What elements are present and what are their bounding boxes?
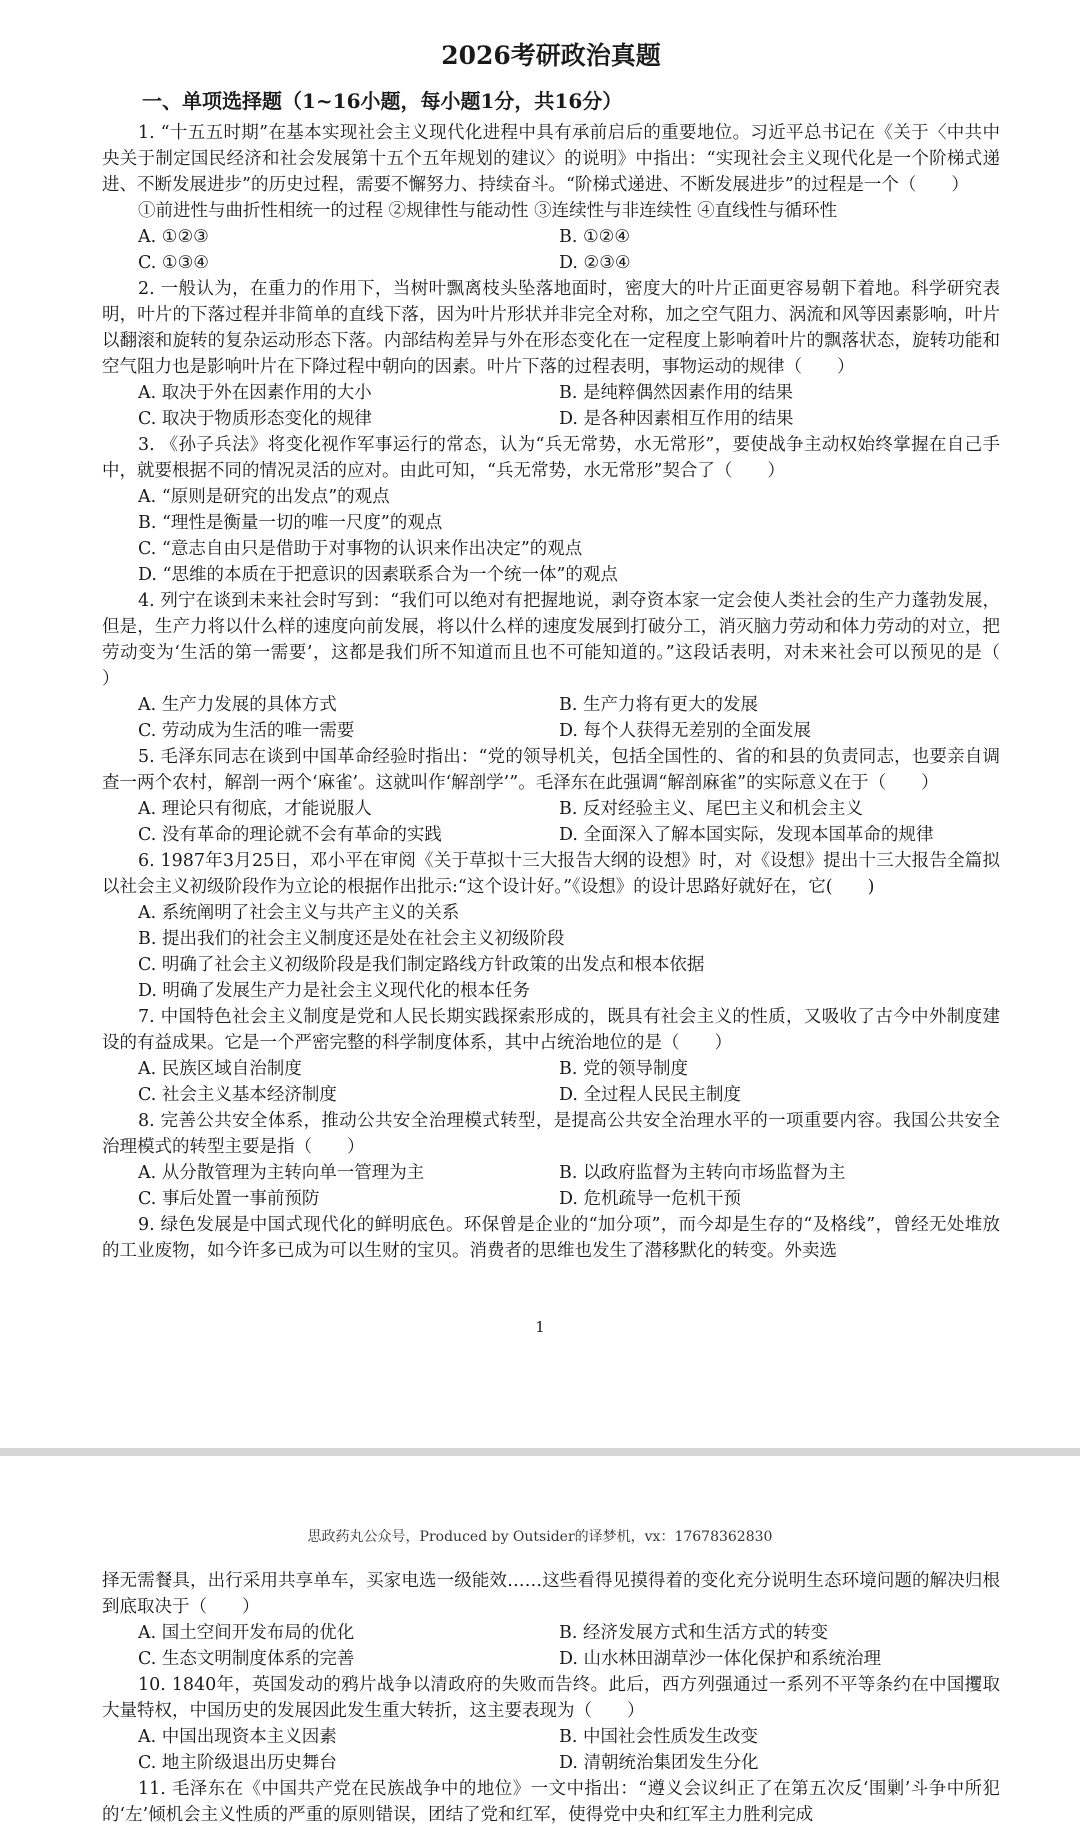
question-6-option-b: B. 提出我们的社会主义制度还是处在社会主义初级阶段	[138, 929, 565, 949]
question-6-option-d: D. 明确了发展生产力是社会主义现代化的根本任务	[138, 981, 531, 1001]
question-10-option-c: C. 地主阶级退出历史舞台	[138, 1753, 337, 1773]
question-9-option-a: A. 国土空间开发布局的优化	[138, 1623, 355, 1643]
question-2-option-b: B. 是纯粹偶然因素作用的结果	[559, 383, 793, 403]
question-6-option-c: C. 明确了社会主义初级阶段是我们制定路线方针政策的出发点和根本依据	[138, 955, 705, 975]
question-1-options-row-1	[102, 224, 1000, 250]
question-7-option-c: C. 社会主义基本经济制度	[138, 1085, 337, 1105]
question-8-options-row-1	[102, 1160, 1000, 1186]
question-9-option-b: B. 经济发展方式和生活方式的转变	[559, 1623, 828, 1643]
question-1-option-a: A. ①②③	[138, 227, 209, 247]
question-7-options-row-2	[102, 1082, 1000, 1108]
question-3-stem: 3. 《孙子兵法》将变化视作军事运行的常态，认为“兵无常势，水无常形”，要使战争主动权始终掌握在自己手中，就要根据不同的情况灵活的应对。由此可知，“兵无常势，水无常形”契合了（ ）	[102, 435, 1000, 481]
question-2-option-c: C. 取决于物质形态变化的规律	[138, 409, 372, 429]
question-7-option-a: A. 民族区域自治制度	[138, 1059, 302, 1079]
question-3-option-c: C. “意志自由只是借助于对事物的认识来作出决定”的观点	[138, 539, 583, 559]
question-3-option-a: A. “原则是研究的出发点”的观点	[138, 487, 390, 507]
question-8-option-a: A. 从分散管理为主转向单一管理为主	[138, 1163, 425, 1183]
question-8-option-b: B. 以政府监督为主转向市场监督为主	[559, 1163, 846, 1183]
question-5-stem: 5. 毛泽东同志在谈到中国革命经验时指出：“党的领导机关，包括全国性的、省的和县的负责同志，也要亲自调查一两个农村，解剖一两个‘麻雀’。这就叫作‘解剖学’”。毛泽东在此强调“解剖麻雀”的实际意义在于（ ）	[102, 747, 1000, 793]
question-4-options-row-2	[102, 718, 1000, 744]
page-2	[0, 1456, 1080, 1842]
question-1-option-b: B. ①②④	[559, 227, 631, 247]
question-1-stem: 1. “十五五时期”在基本实现社会主义现代化进程中具有承前启后的重要地位。习近平总书记在《关于〈中共中央关于制定国民经济和社会发展第十五个五年规划的建议〉的说明》中指出：“实现社会主义现代化是一个阶梯式递进、不断发展进步”的历史过程，需要不懈努力、持续奋斗。“阶梯式递进、不断发展进步”的过程是一个（ ）	[102, 123, 1000, 195]
question-4-option-b: B. 生产力将有更大的发展	[559, 695, 758, 715]
question-10-stem: 10. 1840年，英国发动的鸦片战争以清政府的失败而告终。此后，西方列强通过一系列不平等条约在中国攫取大量特权，中国历史的发展因此发生重大转折，这主要表现为（ ）	[102, 1675, 1000, 1721]
question-7-stem: 7. 中国特色社会主义制度是党和人民长期实践探索形成的，既具有社会主义的性质，又吸收了古今中外制度建设的有益成果。它是一个严密完整的科学制度体系，其中占统治地位的是（ ）	[102, 1007, 1000, 1053]
question-4-options-row-1	[102, 692, 1000, 718]
question-10-option-b: B. 中国社会性质发生改变	[559, 1727, 758, 1747]
question-7-option-b: B. 党的领导制度	[559, 1059, 688, 1079]
question-8-options-row-2	[102, 1186, 1000, 1212]
question-7-options-row-1	[102, 1056, 1000, 1082]
question-4-stem: 4. 列宁在谈到未来社会时写到：“我们可以绝对有把握地说，剥夺资本家一定会使人类社会的生产力蓬勃发展，但是，生产力将以什么样的速度向前发展，将以什么样的速度发展到打破分工，消灭脑力劳动和体力劳动的对立，把劳动变为‘生活的第一需要’，这都是我们所不知道而且也不可能知道的。”这段话表明，对未来社会可以预见的是（ ）	[102, 591, 1035, 689]
question-7-option-d: D. 全过程人民民主制度	[559, 1085, 742, 1105]
question-3-option-d: D. “思维的本质在于把意识的因素联系合为一个统一体”的观点	[138, 565, 618, 585]
question-2-options-row-1	[102, 380, 1000, 406]
question-2-options-row-2	[102, 406, 1000, 432]
question-2-option-a: A. 取决于外在因素作用的大小	[138, 383, 372, 403]
question-9-options-row-2	[102, 1646, 1000, 1672]
question-5-option-b: B. 反对经验主义、尾巴主义和机会主义	[559, 799, 863, 819]
question-10-option-a: A. 中国出现资本主义因素	[138, 1727, 337, 1747]
question-1-option-d: D. ②③④	[559, 253, 631, 273]
page-divider	[0, 1448, 1080, 1456]
question-1-option-c: C. ①③④	[138, 253, 209, 273]
question-5-option-a: A. 理论只有彻底，才能说服人	[138, 799, 372, 819]
question-6-stem: 6. 1987年3月25日，邓小平在审阅《关于草拟十三大报告大纲的设想》时，对《设想》提出十三大报告全篇拟以社会主义初级阶段作为立论的根据作出批示:“这个设计好。”《设想》的设计思路好就好在，它( )	[102, 851, 1000, 897]
question-4-option-a: A. 生产力发展的具体方式	[138, 695, 337, 715]
question-11-stem: 11. 毛泽东在《中国共产党在民族战争中的地位》一文中指出：“遵义会议纠正了在第五次反‘围剿’斗争中所犯的‘左’倾机会主义性质的严重的原则错误，团结了党和红军，使得党中央和红军主力胜利完成	[102, 1779, 1000, 1825]
page-number: 1	[535, 1318, 545, 1336]
question-1-options-row-2	[102, 250, 1000, 276]
question-9-option-c: C. 生态文明制度体系的完善	[138, 1649, 355, 1669]
question-4-option-c: C. 劳动成为生活的唯一需要	[138, 721, 355, 741]
question-5-option-c: C. 没有革命的理论就不会有革命的实践	[138, 825, 442, 845]
question-8-stem: 8. 完善公共安全体系，推动公共安全治理模式转型，是提高公共安全治理水平的一项重要内容。我国公共安全治理模式的转型主要是指（ ）	[102, 1111, 1000, 1157]
question-5-option-d: D. 全面深入了解本国实际，发现本国革命的规律	[559, 825, 934, 845]
question-9-option-d: D. 山水林田湖草沙一体化保护和系统治理	[559, 1649, 882, 1669]
page-1-content	[102, 0, 1035, 1264]
question-1-statements: ①前进性与曲折性相统一的过程 ②规律性与能动性 ③连续性与非连续性 ④直线性与循环性	[138, 201, 838, 221]
document-title: 2026考研政治真题	[441, 41, 661, 70]
page-2-content	[102, 1568, 1000, 1828]
question-9-stem-continued: 择无需餐具，出行采用共享单车，买家电选一级能效……这些看得见摸得着的变化充分说明生态环境问题的解决归根到底取决于（ ）	[102, 1571, 1000, 1617]
question-10-option-d: D. 清朝统治集团发生分化	[559, 1753, 759, 1773]
question-6-option-a: A. 系统阐明了社会主义与共产主义的关系	[138, 903, 460, 923]
question-8-option-c: C. 事后处置一事前预防	[138, 1189, 320, 1209]
question-5-options-row-2	[102, 822, 1000, 848]
question-4-option-d: D. 每个人获得无差别的全面发展	[559, 721, 812, 741]
page-header-note: 思政药丸公众号，Produced by Outsider的译梦机，vx：17678362830	[307, 1529, 773, 1545]
section-title: 一、单项选择题（1~16小题，每小题1分，共16分）	[142, 89, 623, 113]
question-5-options-row-1	[102, 796, 1000, 822]
question-2-option-d: D. 是各种因素相互作用的结果	[559, 409, 794, 429]
question-10-options-row-2	[102, 1750, 1000, 1776]
question-9-options-row-1	[102, 1620, 1000, 1646]
question-8-option-d: D. 危机疏导一危机干预	[559, 1189, 742, 1209]
question-2-stem: 2. 一般认为，在重力的作用下，当树叶飘离枝头坠落地面时，密度大的叶片正面更容易朝下着地。科学研究表明，叶片的下落过程并非简单的直线下落，因为叶片形状并非完全对称，加之空气阻力、涡流和风等因素影响，叶片以翻滚和旋转的复杂运动形态下落。内部结构差异与外在形态变化在一定程度上影响着叶片的飘落状态，旋转功能和空气阻力也是影响叶片在下降过程中朝向的因素。叶片下落的过程表明，事物运动的规律（ ）	[102, 279, 1000, 377]
question-9-stem: 9. 绿色发展是中国式现代化的鲜明底色。环保曾是企业的“加分项”，而今却是生存的“及格线”，曾经无处堆放的工业废物，如今许多已成为可以生财的宝贝。消费者的思维也发生了潜移默化的转变。外卖选	[102, 1215, 1000, 1261]
question-3-option-b: B. “理性是衡量一切的唯一尺度”的观点	[138, 513, 443, 533]
question-10-options-row-1	[102, 1724, 1000, 1750]
